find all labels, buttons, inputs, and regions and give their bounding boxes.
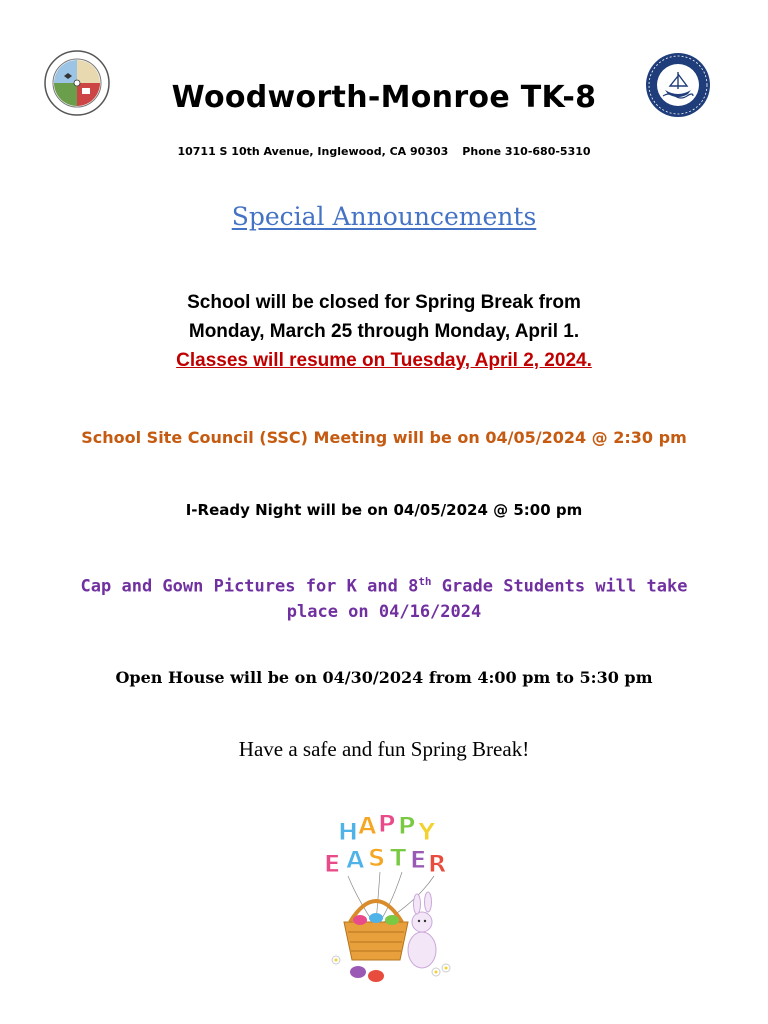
cap-and-gown-notice [40,569,728,625]
school-address: 10711 S 10th Avenue, Inglewood, CA 90303 [177,145,449,158]
svg-text:P: P [378,810,396,838]
cap-and-gown-line-1 [40,569,728,600]
closure-line-1: School will be closed for Spring Break from [187,292,581,313]
closure-line-2: Monday, March 25 through Monday, April 1. [188,321,580,342]
svg-text:T: T [390,844,407,872]
svg-text:Y: Y [418,818,436,846]
svg-text:R: R [428,850,447,878]
svg-text:E: E [324,850,341,878]
school-name: Woodworth-Monroe TK-8 [171,80,597,115]
school-phone: Phone 310-680-5310 [462,145,591,158]
cap-and-gown-text-a: Cap and Gown Pictures for K and 8 [80,576,419,597]
svg-text:S: S [368,844,386,872]
svg-text:P: P [398,812,416,840]
announcements-heading: Special Announcements [231,202,537,231]
ordinal-suffix: th [418,575,432,588]
cap-and-gown-text-b: Grade Students will take [431,576,688,597]
classes-resume-notice: Classes will resume on Tuesday, April 2, 2024. [176,350,592,371]
open-house-notice: Open House will be on 04/30/2024 from 4:00 pm to 5:30 pm [115,668,653,687]
ssc-meeting-notice: School Site Council (SSC) Meeting will be on 04/05/2024 @ 2:30 pm [81,428,687,447]
svg-text:A: A [346,846,365,874]
cap-and-gown-line-2: place on 04/16/2024 [286,601,482,622]
svg-text:A: A [358,812,377,840]
spring-break-closure-notice [0,288,768,375]
school-address-line [0,145,768,158]
happy-easter-clipart-icon [318,810,452,992]
farewell-message: Have a safe and fun Spring Break! [238,737,530,761]
svg-text:H: H [338,818,359,846]
svg-text:E: E [410,846,427,874]
iready-night-notice: I-Ready Night will be on 04/05/2024 @ 5:00 pm [185,501,583,519]
